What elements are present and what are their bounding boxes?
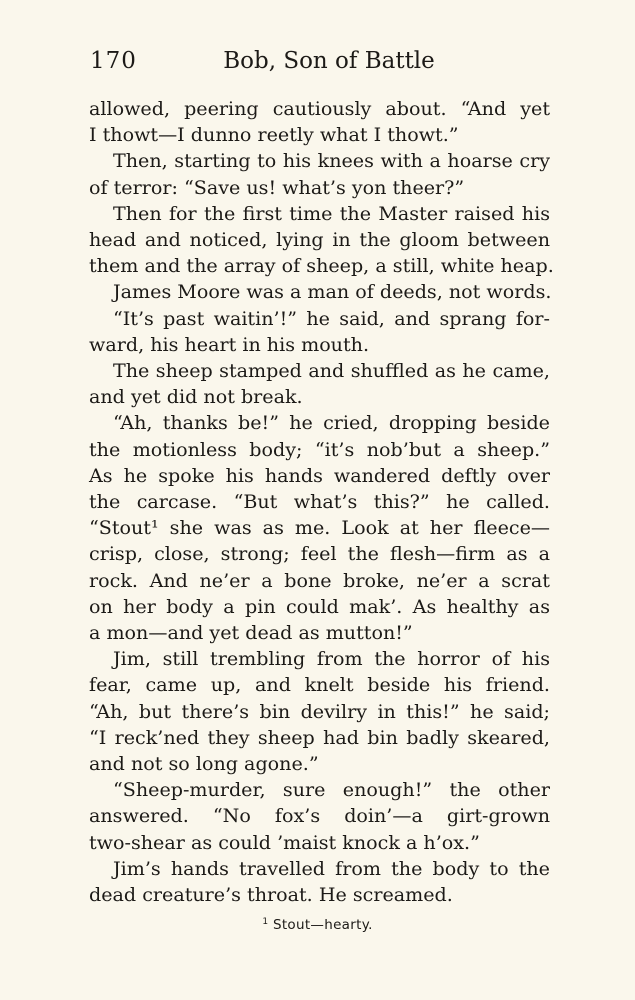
page-number: 170 [90,48,137,74]
text-line: and yet did not break. [89,385,303,409]
text-line: answered. “No fox’s doin’—a girt-grown [89,804,550,828]
text-line: I thowt—I dunno reetly what I thowt.” [89,123,459,147]
text-line: “It’s past waitin’!” he said, and sprang for- [113,306,550,330]
text-line: Then, starting to his knees with a hoarse cry [113,149,550,173]
text-line: The sheep stamped and shuffled as he came, [113,359,550,383]
footnote-text: Stout—hearty. [272,917,373,933]
text-line: “Ah, thanks be!” he cried, dropping beside [113,411,550,435]
text-line: two-shear as could ’maist knock a h’ox.” [89,830,480,854]
text-line: the motionless body; “it’s nob’but a sheep.” [89,437,550,461]
text-line: rock. And ne’er a bone broke, ne’er a scrat [89,568,550,592]
text-line: “Ah, but there’s bin devilry in this!” he said; [89,699,550,723]
text-line: and not so long agone.” [89,752,319,776]
text-line: dead creature’s throat. He screamed. [89,883,453,907]
text-line: crisp, close, strong; feel the flesh—firm as a [89,542,550,566]
body-text [89,96,554,908]
text-line: of terror: “Save us! what’s yon theer?” [89,175,465,199]
text-line: them and the array of sheep, a still, white heap. [89,254,554,278]
text-line: ward, his heart in his mouth. [89,332,370,356]
footnote-marker: 1 [262,917,269,927]
text-line: Jim’s hands travelled from the body to the [113,856,550,880]
text-line: Then for the first time the Master raised his [113,201,550,225]
text-line: Jim, still trembling from the horror of his [113,647,550,671]
text-line: on her body a pin could mak’. As healthy as [89,594,550,618]
text-line: “I reck’ned they sheep had bin badly skeared, [89,725,550,749]
text-line: “Stout¹ she was as me. Look at her fleece— [89,516,550,540]
text-line: James Moore was a man of deeds, not words. [113,280,552,304]
running-title: Bob, Son of Battle [223,48,435,74]
text-line: allowed, peering cautiously about. “And yet [89,97,550,120]
text-line: fear, came up, and knelt beside his friend. [89,673,550,697]
text-line: a mon—and yet dead as mutton!” [89,621,413,645]
page-header [88,48,550,82]
text-line: As he spoke his hands wandered deftly over [89,463,550,487]
footnote [0,917,635,933]
text-line: the carcase. “But what’s this?” he called. [89,490,550,514]
text-line: head and noticed, lying in the gloom between [89,228,550,252]
text-line: “Sheep-murder, sure enough!” the other [113,778,550,802]
